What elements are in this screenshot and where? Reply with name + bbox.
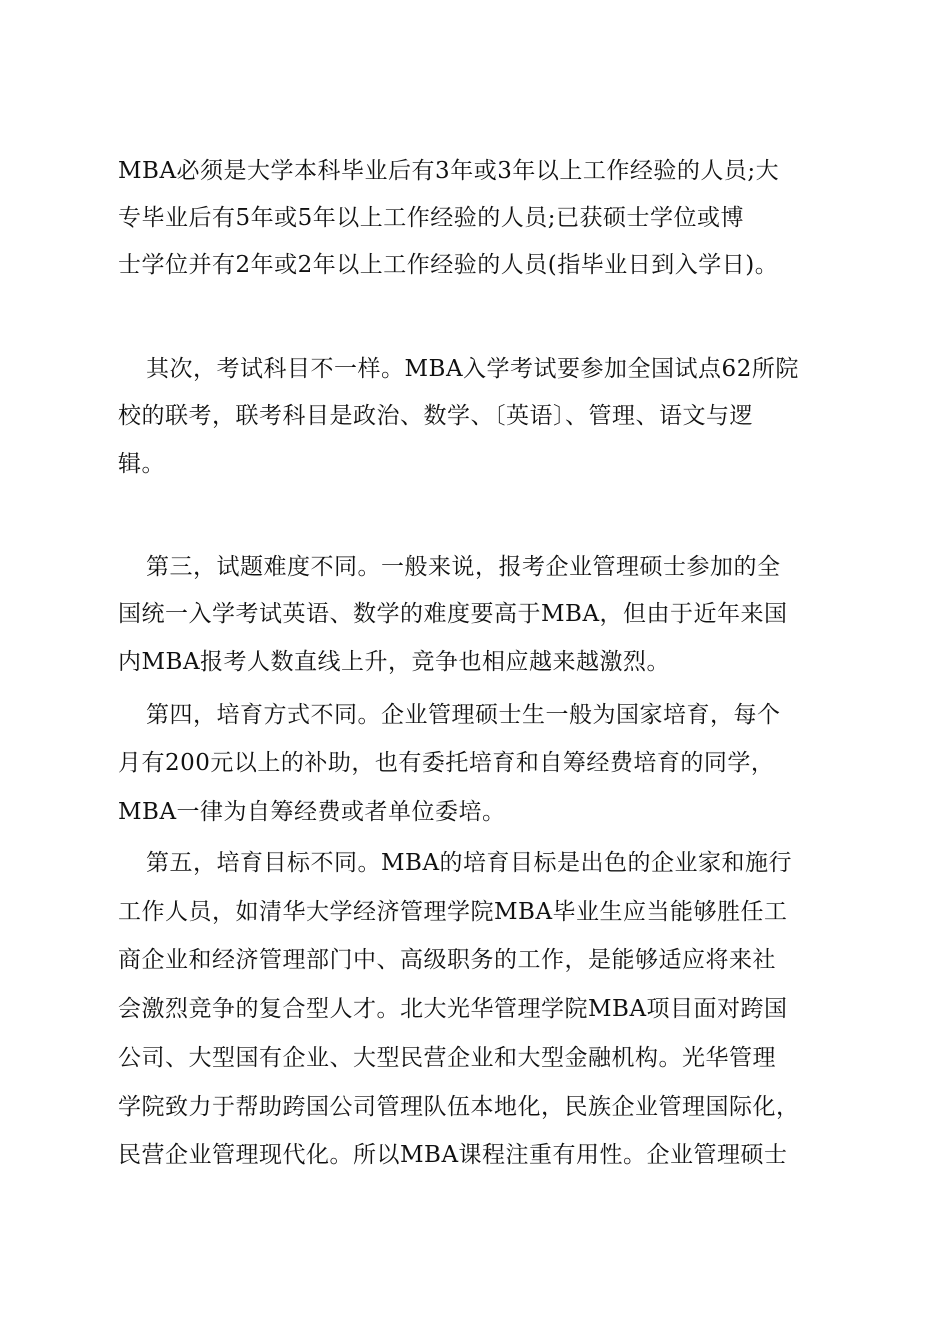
text-line: 工作人员，如清华大学经济管理学院MBA毕业生应当能够胜任工: [118, 899, 788, 925]
text-line: 月有200元以上的补助，也有委托培育和自筹经费培育的同学，: [118, 750, 775, 776]
text-line: 辑。: [118, 451, 165, 477]
text-line: 其次，考试科目不一样。MBA入学考试要参加全国试点62所院: [146, 356, 799, 382]
text-line: 专毕业后有5年或5年以上工作经验的人员;已获硕士学位或博: [118, 205, 745, 231]
text-line: 民营企业管理现代化。所以MBA课程注重有用性。企业管理硕士: [118, 1142, 788, 1168]
text-line: 学院致力于帮助跨国公司管理队伍本地化，民族企业管理国际化，: [118, 1094, 800, 1120]
text-line: 商企业和经济管理部门中、高级职务的工作，是能够适应将来社: [118, 947, 776, 973]
text-line: 会激烈竞争的复合型人才。北大光华管理学院MBA项目面对跨国: [118, 996, 788, 1022]
text-line: 公司、大型国有企业、大型民营企业和大型金融机构。光华管理: [118, 1045, 776, 1071]
text-line: 国统一入学考试英语、数学的难度要高于MBA，但由于近年来国: [118, 601, 788, 627]
text-line: 校的联考，联考科目是政治、数学、〔英语〕、管理、语文与逻: [118, 403, 753, 429]
text-line: 第三，试题难度不同。一般来说，报考企业管理硕士参加的全: [146, 554, 781, 580]
text-line: 第四，培育方式不同。企业管理硕士生一般为国家培育，每个: [146, 702, 781, 728]
text-line: MBA必须是大学本科毕业后有3年或3年以上工作经验的人员;大: [118, 158, 780, 184]
text-line: 内MBA报考人数直线上升，竞争也相应越来越激烈。: [118, 649, 671, 675]
text-line: 士学位并有2年或2年以上工作经验的人员(指毕业日到入学日)。: [118, 252, 779, 278]
text-line: 第五，培育目标不同。MBA的培育目标是出色的企业家和施行: [146, 850, 793, 876]
text-line: MBA一律为自筹经费或者单位委培。: [118, 799, 506, 825]
